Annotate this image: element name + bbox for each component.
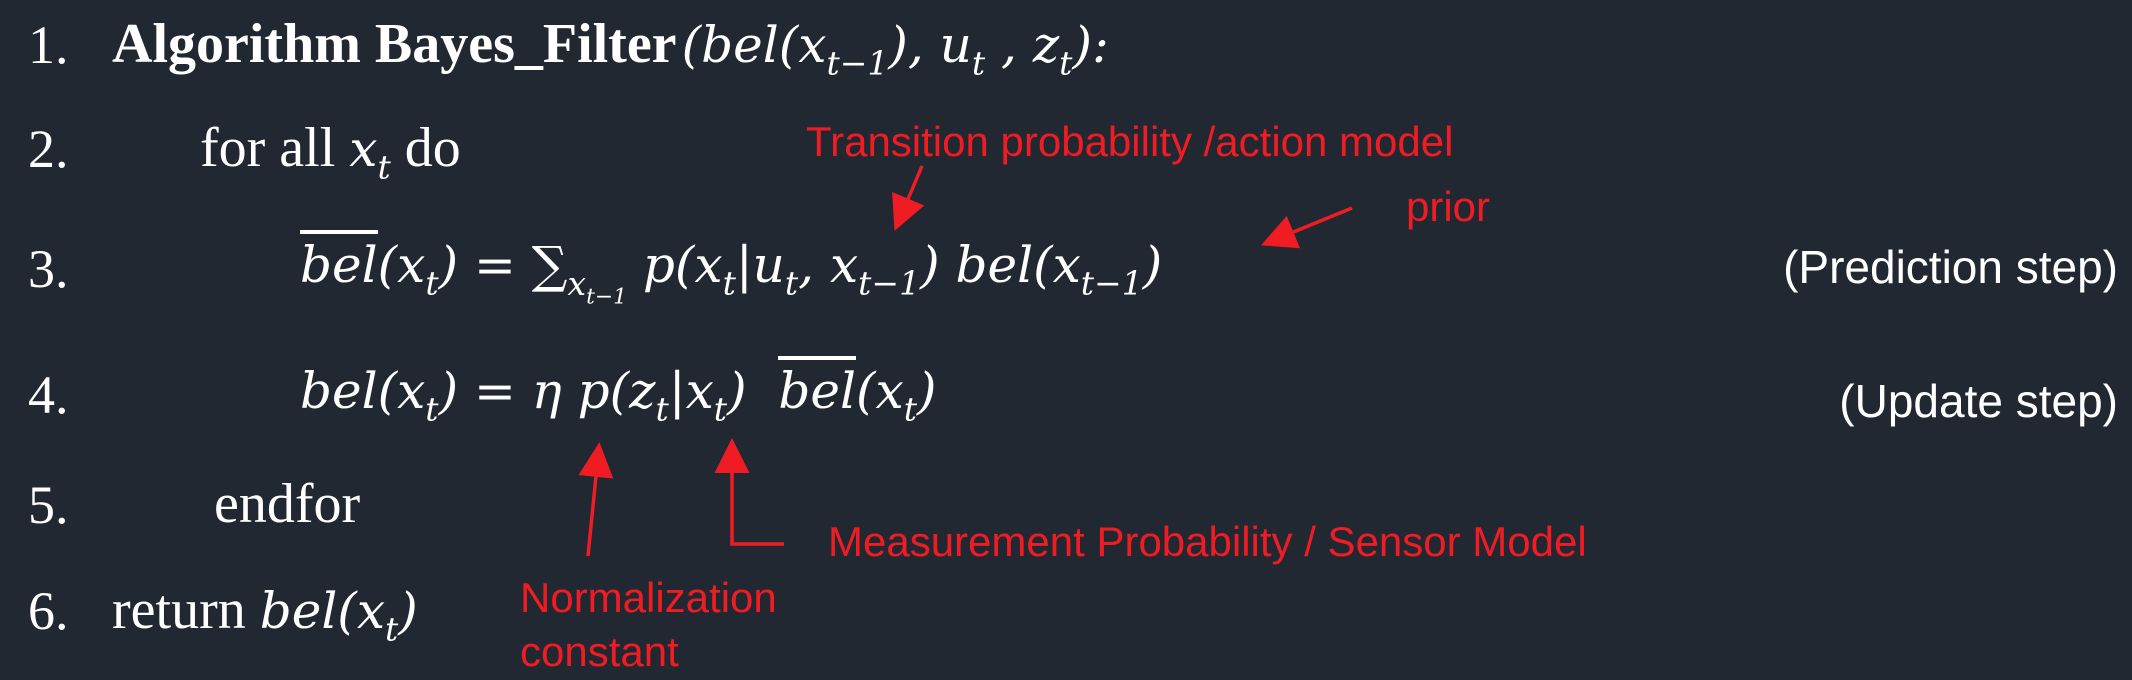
line-number-4: 4. xyxy=(28,365,69,425)
prior-term: $bel(x_{t-1})$ xyxy=(939,236,1163,303)
bel-bar: bel xyxy=(778,356,856,420)
prior-annotation: prior xyxy=(1406,183,1491,230)
line-number-1: 1. xyxy=(28,15,69,75)
measurement-annotation: Measurement Probability / Sensor Model xyxy=(828,518,1587,565)
transition-arrow xyxy=(900,166,922,218)
normalization-arrow xyxy=(588,456,598,556)
transition-annotation: Transition probability /action model xyxy=(806,118,1454,165)
for-loop-line: for all $x_t$ do xyxy=(200,117,461,187)
bel-bar: bel xyxy=(300,230,378,294)
transition-term: $p(x_t|u_t$, $x_{t-1}$) xyxy=(626,236,940,303)
algorithm-keyword: Algorithm Bayes_Filter xyxy=(112,13,677,75)
line-number-5: 5. xyxy=(28,475,69,535)
normalization-annotation-line2: constant xyxy=(520,628,679,675)
update-equation: $bel(x_t) = \eta$ $p(z_t|x_t)$ $bel(x_t)$ xyxy=(300,362,936,429)
measurement-arrow xyxy=(732,452,784,544)
line-number-3: 3. xyxy=(28,239,69,299)
eta-symbol: η xyxy=(531,362,562,420)
line-number-6: 6. xyxy=(28,581,69,641)
return-line: return $bel(x_t)$ xyxy=(112,579,418,649)
line-number-2: 2. xyxy=(28,119,69,179)
algorithm-args: ($bel(x_{t-1})$, $u_t$ , $z_t$): xyxy=(681,16,1109,83)
sum-symbol: ∑ xyxy=(531,236,568,294)
prediction-step-label: (Prediction step) xyxy=(1783,241,2118,293)
sensor-term: $p(z_t|x_t)$ xyxy=(561,362,747,429)
prior-arrow xyxy=(1274,208,1352,240)
update-step-label: (Update step) xyxy=(1839,375,2118,427)
endfor-keyword: endfor xyxy=(214,473,361,535)
normalization-annotation-line1: Normalization xyxy=(520,574,777,621)
prediction-equation: $bel(x_t) = \sum_{x_{t-1}}$ $p(x_t|u_t$, $x_{t-1}$) $bel(x_{t-1})$ xyxy=(300,236,1162,309)
